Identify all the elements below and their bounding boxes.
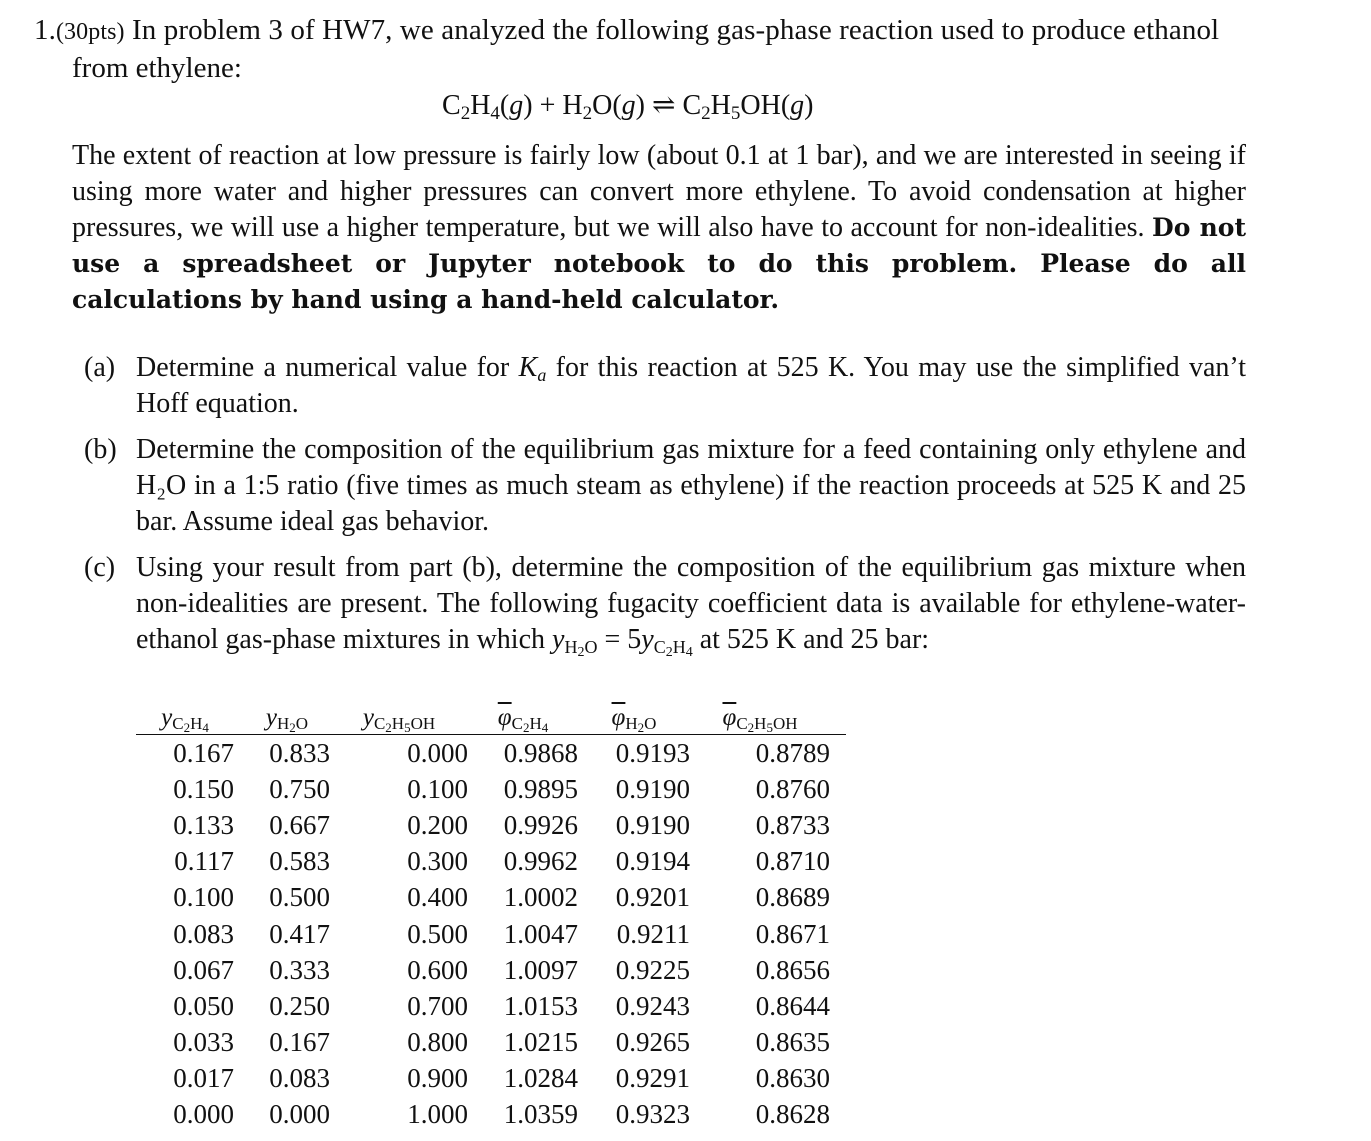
cell-phi-water: 0.9201 (615, 882, 690, 913)
part-a-text-after: for this reaction at 525 K. You may use the simplified van’t Hoff equation. (136, 352, 1246, 419)
cell-phi-ethylene: 0.9926 (503, 809, 578, 840)
cell-phi-ethanol: 0.8644 (755, 990, 830, 1021)
problem-heading (34, 14, 1219, 47)
fugacity-table (136, 700, 846, 1133)
problem-points: (30pts) (55, 19, 125, 45)
cell-phi-ethanol: 0.8733 (755, 809, 830, 840)
header-y-water: $y_{H_2O}$ (244, 700, 330, 735)
cell-phi-ethanol: 0.8760 (755, 773, 830, 804)
cell-phi-water: 0.9243 (615, 990, 690, 1021)
part-a (84, 350, 1246, 422)
cell-phi-water: 0.9211 (616, 918, 690, 949)
ka-symbol-main: K (518, 352, 538, 383)
equilibrium-arrow: ⇌ (651, 90, 676, 121)
cell-y-water: 0.667 (269, 809, 330, 840)
cell-y-water: 0.167 (269, 1027, 330, 1058)
cell-y-water: 0.833 (269, 737, 330, 768)
table-header-row (136, 700, 846, 735)
cell-y-ethylene: 0.050 (173, 990, 234, 1021)
cell-phi-ethanol: 0.8671 (755, 918, 830, 949)
cell-phi-ethanol: 0.8628 (755, 1099, 830, 1130)
part-c-text (136, 550, 1246, 658)
header-phi-water: $\overline{\varphi}_{H_2O}$ (578, 700, 690, 735)
part-c-text-before: Using your result from part (b), determine the composition of the equilibrium gas mixture when non-idealities are present. The following fugacity coefficient data is available for ethylene-water-ethanol gas-phase mixtures in which (136, 552, 1246, 655)
cell-y-ethylene: 0.083 (173, 918, 234, 949)
table-row (136, 952, 846, 988)
cell-y-water: 0.583 (269, 846, 330, 877)
cell-phi-ethylene: 0.9895 (503, 773, 578, 804)
part-a-label: (a) (84, 352, 116, 383)
cell-phi-water: 0.9190 (615, 773, 690, 804)
table-row (136, 1097, 846, 1133)
part-a-text (136, 350, 1246, 422)
cell-phi-ethanol: 0.8789 (755, 737, 830, 768)
cell-phi-water: 0.9291 (615, 1063, 690, 1094)
cell-y-water: 0.333 (269, 954, 330, 985)
part-b-label: (b) (84, 434, 117, 465)
cell-y-water: 0.500 (269, 882, 330, 913)
reactant-water: $H_2O(g)$ (562, 90, 645, 124)
cell-y-water: 0.750 (269, 773, 330, 804)
part-b-text: Determine the composition of the equilibrium gas mixture for a feed containing only ethylene and H₂O in a 1:5 ratio (five times as much steam as ethylene) if the reaction proceeds at 525 K and 25 bar. Assume ideal gas behavior. (136, 434, 1246, 537)
cell-phi-ethanol: 0.8635 (755, 1027, 830, 1058)
problem-intro-line1: In problem 3 of HW7, we analyzed the following gas-phase reaction used to produce ethanol (132, 14, 1220, 46)
cell-y-ethylene: 0.133 (173, 809, 234, 840)
cell-y-ethylene: 0.100 (173, 882, 234, 913)
cell-y-ethanol: 0.700 (407, 990, 468, 1021)
table-row (136, 1061, 846, 1097)
cell-y-ethanol: 0.300 (407, 846, 468, 877)
cell-phi-water: 0.9190 (615, 809, 690, 840)
part-c-label: (c) (84, 552, 116, 583)
problem-intro-line2: from ethylene: (72, 52, 242, 84)
table-row (136, 916, 846, 952)
cell-phi-water: 0.9225 (615, 954, 690, 985)
cell-y-ethanol: 0.200 (407, 809, 468, 840)
cell-phi-ethylene: 0.9868 (503, 737, 578, 768)
table-row (136, 771, 846, 807)
table-row (136, 807, 846, 843)
cell-y-ethanol: 1.000 (407, 1099, 468, 1130)
cell-y-ethylene: 0.067 (173, 954, 234, 985)
part-c (84, 550, 1246, 658)
table-row (136, 880, 846, 916)
cell-phi-water: 0.9193 (615, 737, 690, 768)
cell-phi-ethanol: 0.8710 (755, 846, 830, 877)
table-row (136, 988, 846, 1024)
table-row (136, 1025, 846, 1061)
cell-y-ethanol: 0.800 (407, 1027, 468, 1058)
part-c-text-after: at 525 K and 25 bar: (692, 624, 930, 655)
header-y-ethylene: $y_{C_2H_4}$ (136, 700, 244, 735)
cell-phi-ethylene: 1.0002 (503, 882, 578, 913)
cell-phi-ethylene: 1.0097 (503, 954, 578, 985)
cell-phi-ethylene: 1.0284 (503, 1063, 578, 1094)
header-phi-ethylene: $\overline{\varphi}_{C_2H_4}$ (468, 700, 578, 735)
cell-phi-ethylene: 1.0215 (503, 1027, 578, 1058)
part-b (84, 432, 1246, 540)
cell-phi-ethanol: 0.8656 (755, 954, 830, 985)
cell-y-ethanol: 0.900 (407, 1063, 468, 1094)
cell-y-ethylene: 0.150 (173, 773, 234, 804)
cell-phi-water: 0.9265 (615, 1027, 690, 1058)
cell-y-water: 0.000 (269, 1099, 330, 1130)
cell-y-water: 0.417 (269, 918, 330, 949)
header-phi-ethanol: $\overline{\varphi}_{C_2H_5OH}$ (690, 700, 846, 735)
cell-y-ethylene: 0.000 (173, 1099, 234, 1130)
cell-phi-ethylene: 1.0359 (503, 1099, 578, 1130)
cell-y-ethanol: 0.000 (407, 737, 468, 768)
cell-y-water: 0.250 (269, 990, 330, 1021)
cell-phi-ethanol: 0.8689 (755, 882, 830, 913)
ka-symbol (519, 352, 547, 383)
cell-y-ethylene: 0.167 (173, 737, 234, 768)
problem-paragraph (72, 138, 1246, 318)
cell-y-ethylene: 0.033 (173, 1027, 234, 1058)
plus-sign: + (539, 90, 556, 121)
cell-y-ethanol: 0.600 (407, 954, 468, 985)
part-a-text-before: Determine a numerical value for (136, 352, 519, 383)
cell-y-ethanol: 0.500 (407, 918, 468, 949)
table-body (136, 735, 846, 1134)
cell-phi-water: 0.9323 (615, 1099, 690, 1130)
cell-phi-ethylene: 0.9962 (503, 846, 578, 877)
cell-y-water: 0.083 (269, 1063, 330, 1094)
cell-phi-water: 0.9194 (615, 846, 690, 877)
paragraph-bold-instruction: Do not use a spreadsheet or Jupyter notebook to do this problem. Please do all calculations by hand using a hand-held calculator. (72, 213, 1246, 314)
product-ethanol: $C_2H_5OH(g)$ (682, 90, 814, 124)
cell-phi-ethanol: 0.8630 (755, 1063, 830, 1094)
table-row (136, 735, 846, 772)
cell-phi-ethylene: 1.0153 (503, 990, 578, 1021)
ka-symbol-sub: a (537, 365, 547, 385)
reaction-equation (442, 88, 813, 122)
composition-relation: $y_{H_2O} = 5y_{C_2H_4}$ (552, 624, 693, 660)
header-y-ethanol: $y_{C_2H_5OH}$ (330, 700, 468, 735)
cell-phi-ethylene: 1.0047 (503, 918, 578, 949)
cell-y-ethylene: 0.117 (174, 846, 234, 877)
paragraph-text: The extent of reaction at low pressure is fairly low (about 0.1 at 1 bar), and we are interested in seeing if using more water and higher pressures can convert more ethylene. To avoid condensation at higher pressures, we will use a higher temperature, but we will also have to account for non-idealities. (72, 140, 1246, 243)
cell-y-ethylene: 0.017 (173, 1063, 234, 1094)
cell-y-ethanol: 0.100 (407, 773, 468, 804)
table-row (136, 844, 846, 880)
reactant-ethylene: $C_2H_4(g)$ (442, 90, 533, 124)
problem-number: 1. (34, 14, 56, 46)
cell-y-ethanol: 0.400 (407, 882, 468, 913)
